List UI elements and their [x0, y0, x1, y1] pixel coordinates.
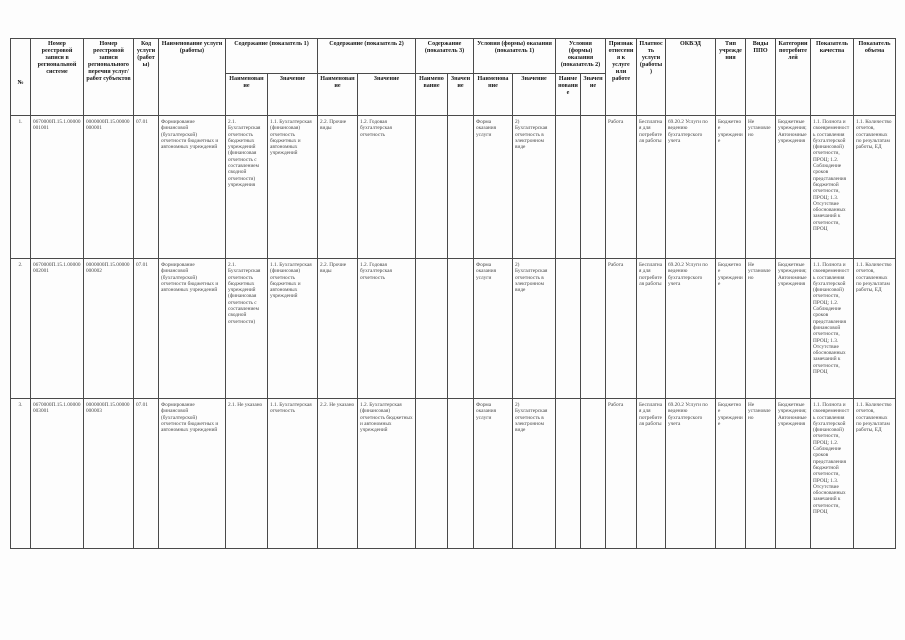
- cell-content-3-name: [416, 116, 448, 259]
- cell-reg-regional: 0670000П.15.1.00000001001: [31, 116, 84, 259]
- cell-name: Формирование финансовой (бухгалтерской) отчетности бюджетных и автономных учреждений: [159, 399, 226, 549]
- subheader-conditions-2-value: Значение: [581, 74, 606, 116]
- header-quality: Показатель качества: [811, 39, 854, 116]
- cell-content-2-name: 2.2. Не указано: [318, 399, 358, 549]
- cell-reg-list: 0000000П.15.00000000001: [84, 116, 134, 259]
- cell-conditions-1-value: 2) Бухгалтерская отчетность в электронном виде: [513, 116, 556, 259]
- cell-quality: 1.1. Полнота и своевременность составления бухгалтерской (финансовой) отчетности, ПРОЦ; 1.2. Соблюдение сроков представления финансовой отчетности, ПРОЦ; 1.3. Отсутствие обоснованных замечаний к отчетности, ПРОЦ: [811, 259, 854, 399]
- cell-content-2-name: 2.2. Прочие виды: [318, 116, 358, 259]
- subheader-content-2-value: Значение: [358, 74, 416, 116]
- header-volume: Показатель объема: [854, 39, 896, 116]
- header-ppo: Виды ППО: [746, 39, 776, 116]
- cell-conditions-1-name: Форма оказания услуги: [474, 399, 513, 549]
- header-consumers: Категории потребителей: [776, 39, 811, 116]
- header-payment: Платность услуги (работы): [637, 39, 666, 116]
- header-code: Код услуги (работы): [134, 39, 159, 116]
- cell-conditions-2-value: [581, 399, 606, 549]
- cell-payment: Бесплатная для потребителя работы: [637, 116, 666, 259]
- header-reg-regional: Номер реестровой записи в региональной системе: [31, 39, 84, 116]
- services-registry-table: [10, 38, 896, 549]
- cell-consumers: Бюджетные учреждения; Автономные учреждения: [776, 259, 811, 399]
- cell-name: Формирование финансовой (бухгалтерской) отчетности бюджетных и автономных учреждений: [159, 259, 226, 399]
- cell-content-2-value: 1.2. Бухгалтерская (финансовая) отчетность бюджетных и автономных учреждений: [358, 399, 416, 549]
- cell-volume: 1.1. Количество отчетов, составленных по результатам работы, ЕД: [854, 259, 896, 399]
- cell-conditions-2-value: [581, 116, 606, 259]
- cell-okved: 69.20.2 Услуги по ведению бухгалтерского учета: [666, 399, 716, 549]
- cell-code: 07.01: [134, 399, 159, 549]
- cell-ppo: Не установлено: [746, 116, 776, 259]
- subheader-content-1-name: Наименование: [226, 74, 268, 116]
- cell-conditions-1-value: 2) Бухгалтерская отчетность в электронном виде: [513, 259, 556, 399]
- cell-name: Формирование финансовой (бухгалтерской) отчетности бюджетных и автономных учреждений: [159, 116, 226, 259]
- cell-payment: Бесплатная для потребителя работы: [637, 259, 666, 399]
- cell-reg-list: 0000000П.15.00000000003: [84, 399, 134, 549]
- cell-volume: 1.1. Количество отчетов, составленных по результатам работы, ЕД: [854, 116, 896, 259]
- cell-content-1-value: 1.1. Бухгалтерская (финансовая) отчетность бюджетных и автономных учреждений: [268, 116, 318, 259]
- cell-institution-type: Бюджетное учреждение: [716, 116, 746, 259]
- subheader-content-1-value: Значение: [268, 74, 318, 116]
- cell-volume: 1.1. Количество отчетов, составленных по результатам работы, ЕД: [854, 399, 896, 549]
- cell-conditions-2-name: [556, 116, 581, 259]
- cell-content-3-value: [448, 399, 474, 549]
- header-okved: ОКВЭД: [666, 39, 716, 116]
- cell-ppo: Не установлено: [746, 399, 776, 549]
- header-conditions-2: Условия (формы) оказания (показатель 2): [556, 39, 606, 74]
- cell-conditions-2-name: [556, 399, 581, 549]
- subheader-content-3-value: Значение: [448, 74, 474, 116]
- cell-conditions-2-name: [556, 259, 581, 399]
- cell-content-1-name: 2.1. Не указано: [226, 399, 268, 549]
- cell-conditions-2-value: [581, 259, 606, 399]
- cell-reg-list: 0000000П.15.00000000002: [84, 259, 134, 399]
- cell-content-1-name: 2.1. Бухгалтерская отчетность бюджетных учреждений (финансовая отчетность с составлением сводной отчетности): [226, 259, 268, 399]
- cell-content-3-name: [416, 259, 448, 399]
- header-content-1: Содержание (показатель 1): [226, 39, 318, 74]
- cell-quality: 1.1. Полнота и своевременность составления бухгалтерской (финансовой) отчетности, ПРОЦ; 1.2. Соблюдение сроков представления бюджетной отчетности, ПРОЦ; 1.3. Отсутствие обоснованных замечаний к отчетности, ПРОЦ: [811, 116, 854, 259]
- header-content-2: Содержание (показатель 2): [318, 39, 416, 74]
- cell-ppo: Не установлено: [746, 259, 776, 399]
- cell-content-2-value: 1.2. Годовая бухгалтерская отчетность: [358, 259, 416, 399]
- cell-institution-type: Бюджетное учреждение: [716, 259, 746, 399]
- subheader-conditions-1-name: Наименование: [474, 74, 513, 116]
- cell-num: 3.: [11, 399, 31, 549]
- cell-consumers: Бюджетные учреждения; Автономные учреждения: [776, 399, 811, 549]
- cell-content-3-value: [448, 116, 474, 259]
- cell-conditions-1-name: Форма оказания услуги: [474, 116, 513, 259]
- cell-okved: 69.20.2 Услуги по ведению бухгалтерского учета: [666, 259, 716, 399]
- cell-code: 07.01: [134, 116, 159, 259]
- cell-institution-type: Бюджетное учреждение: [716, 399, 746, 549]
- cell-num: 2.: [11, 259, 31, 399]
- cell-reg-regional: 0670000П.15.1.00000002001: [31, 259, 84, 399]
- header-name: Наименование услуги (работы): [159, 39, 226, 116]
- cell-code: 07.01: [134, 259, 159, 399]
- cell-kind: Работа: [606, 116, 637, 259]
- header-num: №: [11, 39, 31, 116]
- cell-content-1-value: 1.1. Бухгалтерская отчетность: [268, 399, 318, 549]
- cell-kind: Работа: [606, 399, 637, 549]
- cell-consumers: Бюджетные учреждения; Автономные учреждения: [776, 116, 811, 259]
- cell-content-1-value: 1.1. Бухгалтерская (финансовая) отчетность бюджетных и автономных учреждений: [268, 259, 318, 399]
- cell-content-3-name: [416, 399, 448, 549]
- cell-content-1-name: 2.1. Бухгалтерская отчетность бюджетных учреждений (финансовая отчетность с составлением сводной отчетности) учреждения: [226, 116, 268, 259]
- header-conditions-1: Условия (формы) оказания (показатель 1): [474, 39, 556, 74]
- header-institution-type: Тип учреждения: [716, 39, 746, 116]
- cell-content-2-name: 2.2. Прочие виды: [318, 259, 358, 399]
- cell-okved: 69.20.2 Услуги по ведению бухгалтерского учета: [666, 116, 716, 259]
- cell-conditions-1-value: 2) Бухгалтерская отчетность в электронном виде: [513, 399, 556, 549]
- cell-payment: Бесплатная для потребителя работы: [637, 399, 666, 549]
- cell-quality: 1.1. Полнота и своевременность составления бухгалтерской (финансовой) отчетности, ПРОЦ; 1.2. Соблюдение сроков представления бюджетной отчетности, ПРОЦ; 1.3. Отсутствие обоснованных замечаний к отчетности, ПРОЦ: [811, 399, 854, 549]
- cell-content-3-value: [448, 259, 474, 399]
- cell-content-2-value: 1.2. Годовая бухгалтерская отчетность: [358, 116, 416, 259]
- cell-num: 1.: [11, 116, 31, 259]
- subheader-content-3-name: Наименование: [416, 74, 448, 116]
- subheader-conditions-1-value: Значение: [513, 74, 556, 116]
- header-reg-list: Номер реестровой записи регионального перечня услуг/работ субъектов: [84, 39, 134, 116]
- cell-conditions-1-name: Форма оказания услуги: [474, 259, 513, 399]
- header-kind: Признак отнесения к услуге или работе: [606, 39, 637, 116]
- cell-kind: Работа: [606, 259, 637, 399]
- cell-reg-regional: 0670000П.15.1.00000003001: [31, 399, 84, 549]
- header-content-3: Содержание (показатель 3): [416, 39, 474, 74]
- subheader-conditions-2-name: Наименование: [556, 74, 581, 116]
- subheader-content-2-name: Наименование: [318, 74, 358, 116]
